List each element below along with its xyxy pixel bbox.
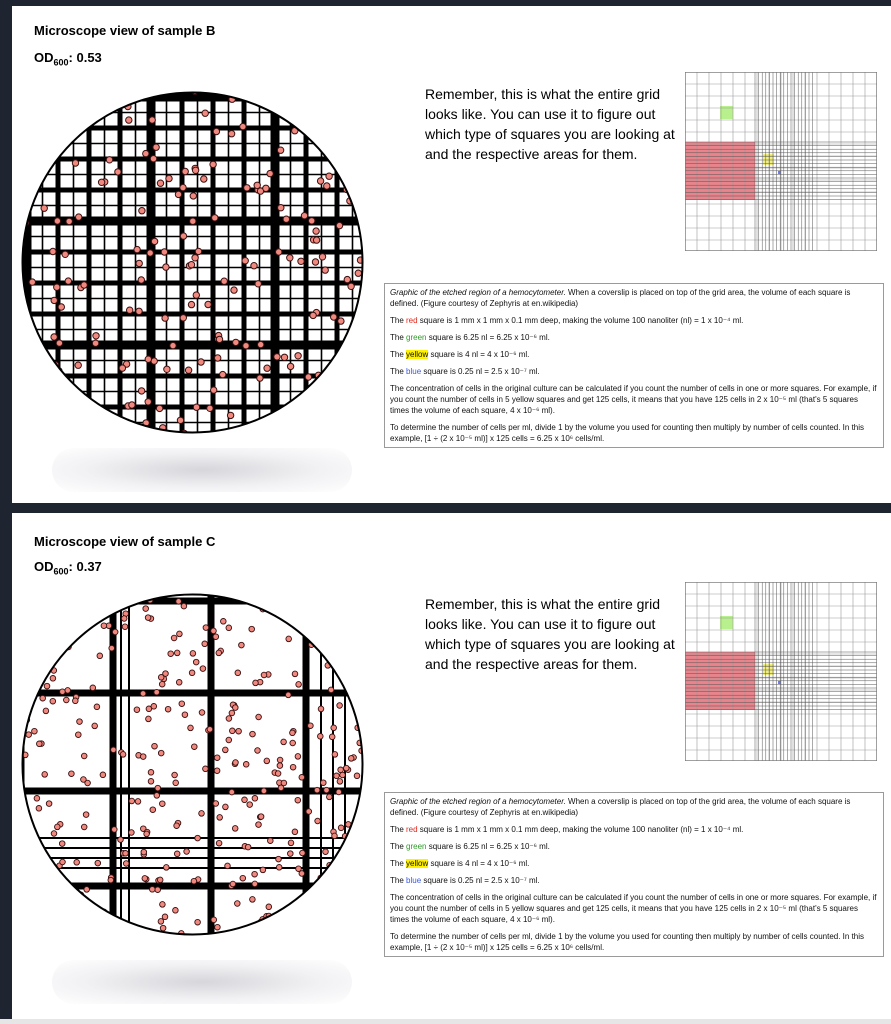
- hemocytometer-caption: Graphic of the etched region of a hemocytometer. When a coverslip is placed on top of the grid area, the volume of each square is defined. (Figure courtesy of Zephyris at en.wikipedia) The red square is 1 mm x 1 mm x 0.1 mm deep, making the volume 100 nanoliter (nl) = 1 x 10⁻⁴ ml. The green square is 6.25 nl = 6.25 x 10⁻⁶ ml. The yellow square is 4 nl = 4 x 10⁻⁶ ml. The blue square is 0.25 nl = 2.5 x 10⁻⁷ ml. The concentration of cells in the original culture can be calculated if you count the number of cells in one or more squares. For example, if you count the number of cells in 5 yellow squares and get 125 cells, it means that you have 125 cells in 2 x 10⁻⁵ ml (that's 5 squares times the volume of each square, 4 x 10⁻⁶ ml). To determine the number of cells per ml, divide 1 by the volume you used for counting then multiply by number of cells counted. In this example, [1 ÷ (2 x 10⁻⁵ ml)] x 125 cells = 6.25 x 10⁶ cells/ml.: [384, 283, 884, 448]
- microscope-view-sample-b: [21, 91, 364, 434]
- sample-b-od: $OD_{600}$: 0.53: [34, 50, 102, 68]
- sample-b-title: Microscope view of sample B: [34, 23, 216, 38]
- blur-shadow: [52, 960, 352, 1004]
- sample-c-page: [12, 513, 891, 1019]
- sample-c-od: $OD_{600}$: 0.37: [34, 559, 102, 577]
- remember-text: Remember, this is what the entire grid looks like. You can use it to figure out which type of squares you are looking at and the respective areas for them.: [425, 86, 675, 162]
- blur-shadow: [52, 448, 352, 492]
- remember-text: Remember, this is what the entire grid looks like. You can use it to figure out which type of squares you are looking at and the respective areas for them.: [425, 596, 675, 672]
- page-bottom-strip: [0, 1019, 891, 1024]
- sample-b-page: [12, 6, 891, 503]
- blue-square: [778, 681, 781, 684]
- hemocytometer-caption: Graphic of the etched region of a hemocytometer. When a coverslip is placed on top of the grid area, the volume of each square is defined. (Figure courtesy of Zephyris at en.wikipedia) The red square is 1 mm x 1 mm x 0.1 mm deep, making the volume 100 nanoliter (nl) = 1 x 10⁻⁴ ml. The green square is 6.25 nl = 6.25 x 10⁻⁶ ml. The yellow square is 4 nl = 4 x 10⁻⁶ ml. The blue square is 0.25 nl = 2.5 x 10⁻⁷ ml. The concentration of cells in the original culture can be calculated if you count the number of cells in one or more squares. For example, if you count the number of cells in 5 yellow squares and get 125 cells, it means that you have 125 cells in 2 x 10⁻⁵ ml (that's 5 squares times the volume of each square, 4 x 10⁻⁶ ml). To determine the number of cells per ml, divide 1 by the volume you used for counting then multiply by number of cells counted. In this example, [1 ÷ (2 x 10⁻⁵ ml)] x 125 cells = 6.25 x 10⁶ cells/ml.: [384, 792, 884, 957]
- blue-square: [778, 171, 781, 174]
- hemocytometer-grid-diagram: [685, 72, 877, 251]
- hemocytometer-grid-diagram: [685, 582, 877, 761]
- yellow-square: [763, 664, 774, 675]
- microscope-view-sample-c: [21, 593, 364, 936]
- sample-c-title: Microscope view of sample C: [34, 534, 216, 549]
